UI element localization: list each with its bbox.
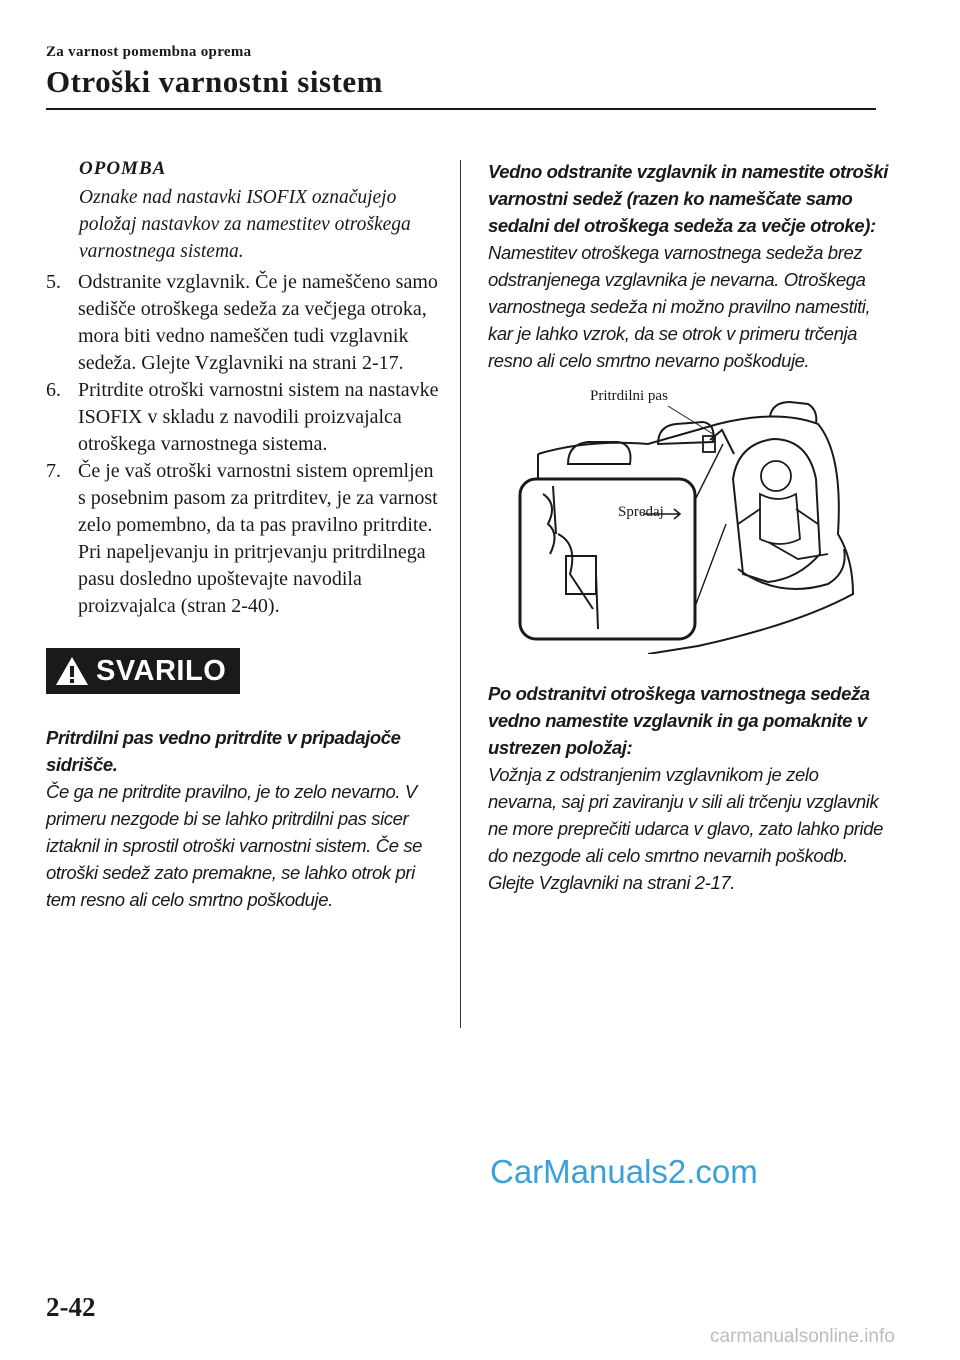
step-text: Odstranite vzglavnik. Če je nameščeno samo sedišče otroškega sedeža za večjega otroka, mora biti vedno nameščen tudi vzglavnik sedeža. Glejte Vzglavniki na strani 2-17. xyxy=(78,271,438,374)
column-divider xyxy=(460,160,461,1028)
warning-text: Če ga ne pritrdite pravilno, je to zelo nevarno. V primeru nezgode bi se lahko pritrdilni pas sicer iztaknil in sprostil otroški varnostni sistem. Če se otroški sedež zato premakne, se lahko otrok pri tem resno ali celo smrtno poškoduje. xyxy=(46,781,423,910)
step-text: Pritrdite otroški varnostni sistem na nastavke ISOFIX v skladu z navodili proizvajalca otroškega varnostnega sistema. xyxy=(78,379,439,455)
step-number: 7. xyxy=(46,460,61,482)
child-seat-drawing xyxy=(498,384,878,654)
left-column xyxy=(46,158,441,913)
step-item xyxy=(46,458,441,620)
title-rule xyxy=(46,108,876,110)
child-seat-illustration xyxy=(498,384,878,654)
step-number: 5. xyxy=(46,271,61,293)
label-tether-belt: Pritrdilni pas xyxy=(590,388,668,404)
warning-label: SVARILO xyxy=(96,654,227,687)
page-number: 2-42 xyxy=(46,1292,96,1322)
step-text: Če je vaš otroški varnostni sistem opremljen s posebnim pasom za pritrditev, je za varnost zelo pomembno, da ta pas pravilno pritrdite. Pri napeljevanju in pritrjevanju pritrdilnega pasu dosledno upoštevajte navodila proizvajalca (stran 2-40). xyxy=(78,460,438,617)
warning-text: Vožnja z odstranjenim vzglavnikom je zelo nevarna, saj pri zaviranju v sili ali trčenju vzglavnik ne more preprečiti udarca v glavo, zato lahko pride do nezgode ali celo smrtno nevarnih poškodb. xyxy=(488,764,884,866)
step-item xyxy=(46,377,441,458)
warning-block-anchor xyxy=(46,724,441,913)
step-item xyxy=(46,269,441,377)
label-front: Spredaj xyxy=(618,504,664,520)
step-list xyxy=(46,269,441,620)
warning-bold-text: Vedno odstranite vzglavnik in namestite otroški varnostni sedež (razen ko nameščate samo sedalni del otroškega sedeža za večje otroke): xyxy=(488,161,888,236)
warning-reference: Glejte Vzglavniki na strani 2-17. xyxy=(488,872,735,893)
site-watermark: carmanualsonline.info xyxy=(710,1326,895,1347)
step-number: 6. xyxy=(46,379,61,401)
page-title: Otroški varnostni sistem xyxy=(46,64,383,99)
watermark-text: CarManuals2.com xyxy=(490,1153,758,1190)
note-text: Oznake nad nastavki ISOFIX označujejo položaj nastavkov za namestitev otroškega varnostnega sistema. xyxy=(79,187,411,262)
warning-text: Namestitev otroškega varnostnega sedeža brez odstranjenega vzglavnika je nevarna. Otroškega varnostnega sedeža ni možno pravilno namestiti, kar je lahko vzrok, da se otrok v primeru trčenja resno ali celo smrtno nevarno poškoduje. xyxy=(488,242,871,371)
warning-bold-text: Po odstranitvi otroškega varnostnega sedeža vedno namestite vzglavnik in ga pomaknite v ustrezen položaj: xyxy=(488,683,870,758)
warning-badge xyxy=(46,648,240,694)
right-column xyxy=(488,158,888,896)
warning-bold-text: Pritrdilni pas vedno pritrdite v pripadajoče sidrišče. xyxy=(46,727,401,775)
warning-block-headrest-removal xyxy=(488,158,888,374)
section-label: Za varnost pomembna oprema xyxy=(46,44,252,60)
warning-triangle-icon xyxy=(54,655,90,687)
note-heading: OPOMBA xyxy=(79,158,167,179)
warning-block-headrest-refit xyxy=(488,680,888,896)
